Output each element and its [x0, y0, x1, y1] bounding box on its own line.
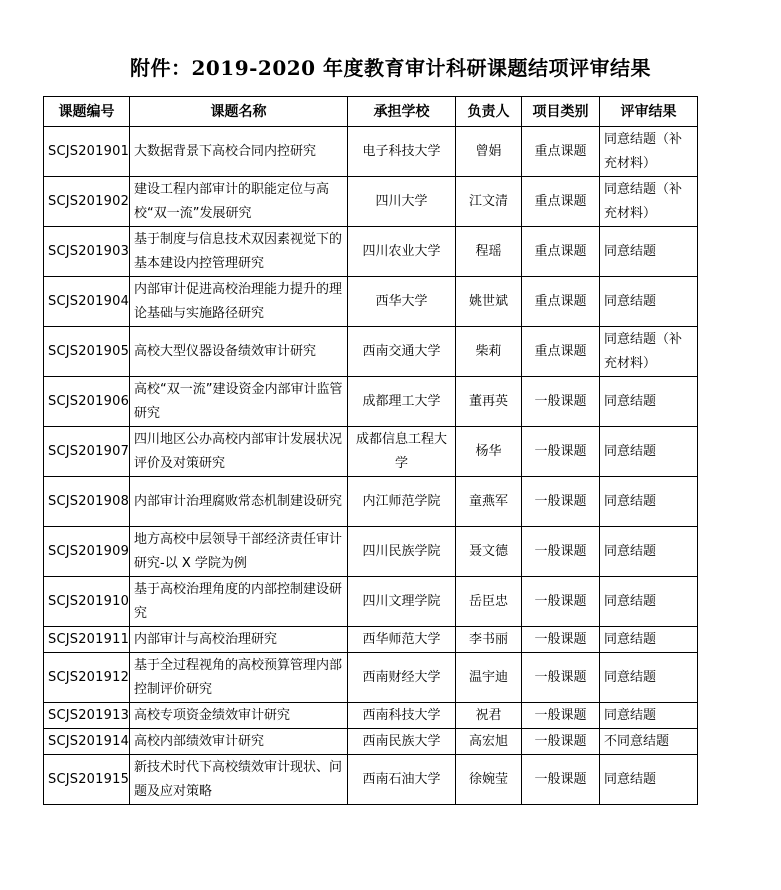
review-result: 同意结题	[600, 653, 698, 703]
project-lead: 江文清	[456, 177, 522, 227]
review-result: 同意结题	[600, 527, 698, 577]
project-lead: 曾娟	[456, 127, 522, 177]
header-type: 项目类别	[522, 97, 600, 127]
project-name: 基于高校治理角度的内部控制建设研究	[130, 577, 348, 627]
review-result: 同意结题（补充材料）	[600, 127, 698, 177]
table-row	[44, 377, 698, 427]
table-row	[44, 653, 698, 703]
project-name: 高校专项资金绩效审计研究	[130, 703, 348, 729]
project-lead: 高宏旭	[456, 729, 522, 755]
project-type: 重点课题	[522, 177, 600, 227]
review-result: 同意结题	[600, 627, 698, 653]
review-result: 同意结题	[600, 477, 698, 527]
project-name: 建设工程内部审计的职能定位与高校“双一流”发展研究	[130, 177, 348, 227]
table-row	[44, 327, 698, 377]
review-result: 同意结题	[600, 755, 698, 805]
header-name: 课题名称	[130, 97, 348, 127]
table-row	[44, 527, 698, 577]
review-result: 同意结题	[600, 703, 698, 729]
project-lead: 岳臣忠	[456, 577, 522, 627]
project-lead: 李书丽	[456, 627, 522, 653]
table-row	[44, 227, 698, 277]
project-type: 重点课题	[522, 227, 600, 277]
project-name: 大数据背景下高校合同内控研究	[130, 127, 348, 177]
project-lead: 温宇迪	[456, 653, 522, 703]
project-code: SCJS201902	[44, 177, 130, 227]
project-school: 西南科技大学	[348, 703, 456, 729]
page-title: 附件：2019-2020 年度教育审计科研课题结项评审结果	[129, 56, 652, 80]
project-code: SCJS201912	[44, 653, 130, 703]
project-school: 西南交通大学	[348, 327, 456, 377]
table-header-row	[44, 97, 698, 127]
project-school: 四川大学	[348, 177, 456, 227]
project-school: 西华大学	[348, 277, 456, 327]
project-school: 四川农业大学	[348, 227, 456, 277]
review-result: 同意结题	[600, 277, 698, 327]
review-result: 同意结题	[600, 227, 698, 277]
table-row	[44, 755, 698, 805]
review-result: 同意结题	[600, 577, 698, 627]
header-code: 课题编号	[44, 97, 130, 127]
project-lead: 杨华	[456, 427, 522, 477]
header-lead: 负责人	[456, 97, 522, 127]
project-type: 一般课题	[522, 627, 600, 653]
project-type: 一般课题	[522, 377, 600, 427]
project-school: 成都理工大学	[348, 377, 456, 427]
table-row	[44, 277, 698, 327]
header-result: 评审结果	[600, 97, 698, 127]
project-lead: 祝君	[456, 703, 522, 729]
table-row	[44, 177, 698, 227]
table-row	[44, 127, 698, 177]
table-row	[44, 703, 698, 729]
project-lead: 姚世斌	[456, 277, 522, 327]
project-type: 一般课题	[522, 527, 600, 577]
project-code: SCJS201901	[44, 127, 130, 177]
table-row	[44, 427, 698, 477]
project-code: SCJS201903	[44, 227, 130, 277]
project-name: 高校内部绩效审计研究	[130, 729, 348, 755]
project-name: 内部审计与高校治理研究	[130, 627, 348, 653]
results-table	[43, 96, 698, 805]
project-type: 一般课题	[522, 703, 600, 729]
project-name: 内部审计促进高校治理能力提升的理论基础与实施路径研究	[130, 277, 348, 327]
project-name: 基于制度与信息技术双因素视觉下的基本建设内控管理研究	[130, 227, 348, 277]
project-code: SCJS201908	[44, 477, 130, 527]
project-code: SCJS201914	[44, 729, 130, 755]
project-name: 高校“双一流”建设资金内部审计监管研究	[130, 377, 348, 427]
project-name: 地方高校中层领导干部经济责任审计研究-以 X 学院为例	[130, 527, 348, 577]
project-code: SCJS201911	[44, 627, 130, 653]
project-type: 一般课题	[522, 427, 600, 477]
project-school: 西南石油大学	[348, 755, 456, 805]
project-type: 一般课题	[522, 477, 600, 527]
project-school: 电子科技大学	[348, 127, 456, 177]
review-result: 同意结题	[600, 377, 698, 427]
project-code: SCJS201910	[44, 577, 130, 627]
project-type: 一般课题	[522, 729, 600, 755]
project-lead: 董再英	[456, 377, 522, 427]
table-row	[44, 627, 698, 653]
review-result: 不同意结题	[600, 729, 698, 755]
review-result: 同意结题	[600, 427, 698, 477]
project-lead: 柴莉	[456, 327, 522, 377]
project-school: 西南财经大学	[348, 653, 456, 703]
project-type: 一般课题	[522, 653, 600, 703]
project-school: 成都信息工程大学	[348, 427, 456, 477]
project-type: 重点课题	[522, 327, 600, 377]
project-type: 一般课题	[522, 755, 600, 805]
project-type: 重点课题	[522, 127, 600, 177]
project-school: 四川民族学院	[348, 527, 456, 577]
project-school: 西华师范大学	[348, 627, 456, 653]
project-school: 四川文理学院	[348, 577, 456, 627]
project-name: 四川地区公办高校内部审计发展状况评价及对策研究	[130, 427, 348, 477]
project-code: SCJS201909	[44, 527, 130, 577]
project-type: 重点课题	[522, 277, 600, 327]
project-code: SCJS201906	[44, 377, 130, 427]
table-row	[44, 477, 698, 527]
project-code: SCJS201907	[44, 427, 130, 477]
header-school: 承担学校	[348, 97, 456, 127]
project-lead: 徐婉莹	[456, 755, 522, 805]
project-code: SCJS201913	[44, 703, 130, 729]
table-row	[44, 729, 698, 755]
project-code: SCJS201905	[44, 327, 130, 377]
project-school: 西南民族大学	[348, 729, 456, 755]
project-code: SCJS201904	[44, 277, 130, 327]
project-name: 内部审计治理腐败常态机制建设研究	[130, 477, 348, 527]
review-result: 同意结题（补充材料）	[600, 177, 698, 227]
project-code: SCJS201915	[44, 755, 130, 805]
project-name: 高校大型仪器设备绩效审计研究	[130, 327, 348, 377]
project-lead: 程瑶	[456, 227, 522, 277]
table-row	[44, 577, 698, 627]
project-lead: 童燕军	[456, 477, 522, 527]
project-type: 一般课题	[522, 577, 600, 627]
review-result: 同意结题（补充材料）	[600, 327, 698, 377]
project-lead: 聂文德	[456, 527, 522, 577]
project-name: 基于全过程视角的高校预算管理内部控制评价研究	[130, 653, 348, 703]
project-school: 内江师范学院	[348, 477, 456, 527]
project-name: 新技术时代下高校绩效审计现状、问题及应对策略	[130, 755, 348, 805]
